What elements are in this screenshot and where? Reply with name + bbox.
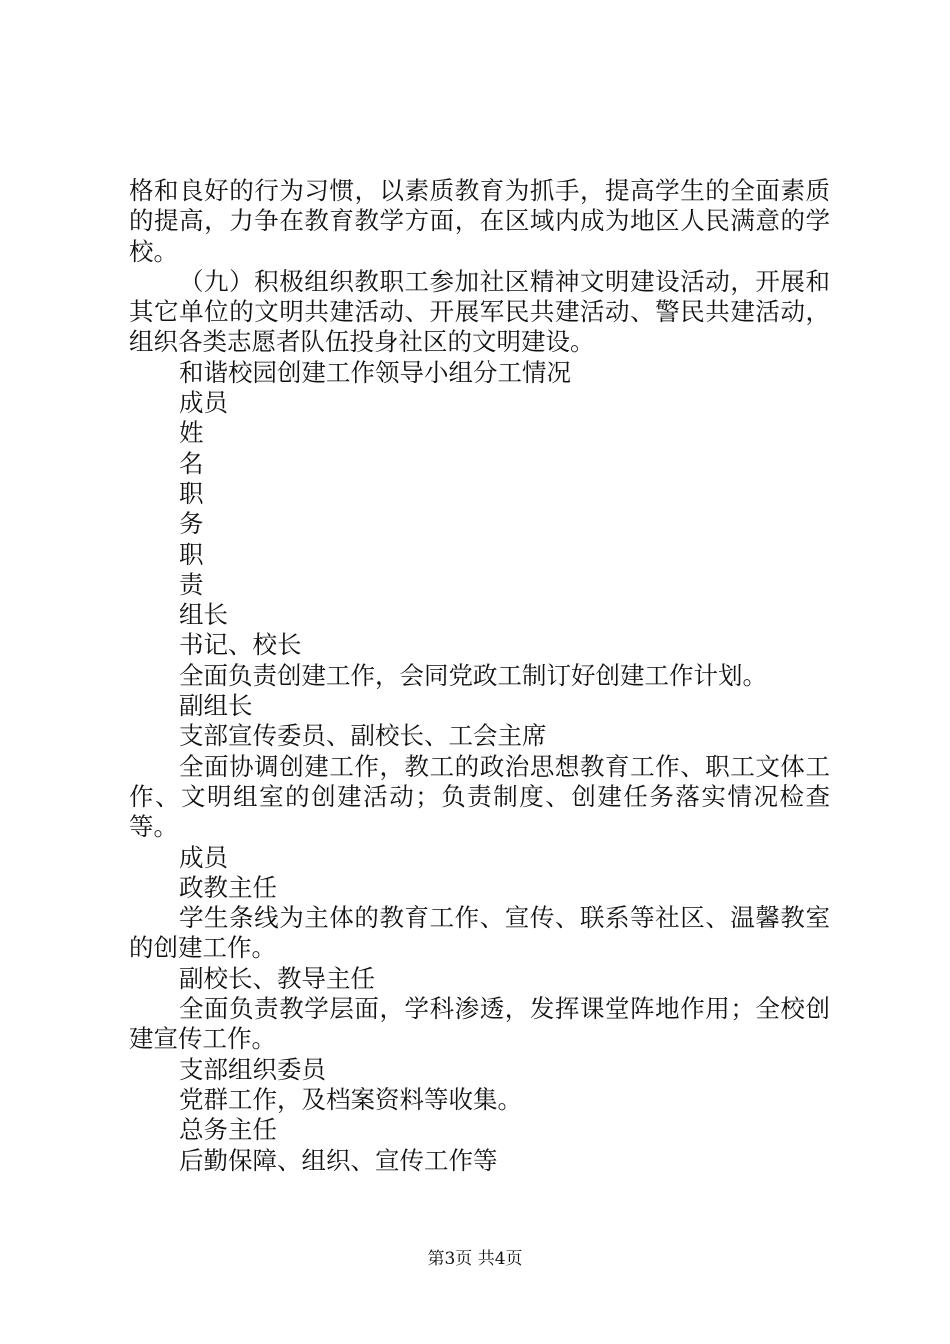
page-number-footer: 第3页 共4页	[427, 1249, 523, 1269]
table-cell: 职	[179, 539, 204, 569]
table-cell: 组长	[179, 600, 228, 630]
table-cell: 支部组织委员	[179, 1054, 326, 1084]
table-cell: 姓	[179, 418, 204, 448]
table-cell: 政教主任	[179, 872, 277, 902]
table-cell: 全面负责创建工作，会同党政工制订好创建工作计划。	[179, 660, 767, 690]
table-cell: 成员	[179, 842, 228, 872]
table-cell: 党群工作，及档案资料等收集。	[179, 1084, 522, 1114]
table-cell: 副校长、教导主任	[179, 963, 375, 993]
document-body	[129, 176, 830, 1176]
table-cell: 副组长	[179, 691, 253, 721]
table-cell: 务	[179, 509, 204, 539]
table-cell: 支部宣传委员、副校长、工会主席	[179, 721, 547, 751]
table-cell: 名	[179, 448, 204, 478]
table-cell: 全面负责教学层面，学科渗透，发挥课堂阵地作用；全校创建宣传工作。	[129, 994, 830, 1054]
table-cell: 后勤保障、组织、宣传工作等	[179, 1145, 498, 1175]
paragraph-item-nine: （九）积极组织教职工参加社区精神文明建设活动，开展和其它单位的文明共建活动、开展军民共建活动、警民共建活动，组织各类志愿者队伍投身社区的文明建设。	[129, 266, 830, 357]
table-cell: 成员	[179, 388, 228, 418]
table-cell: 书记、校长	[179, 630, 302, 660]
table-cell: 责	[179, 569, 204, 599]
table-title: 和谐校园创建工作领导小组分工情况	[179, 357, 571, 387]
paragraph-continuation: 格和良好的行为习惯，以素质教育为抓手，提高学生的全面素质的提高，力争在教育教学方面，在区域内成为地区人民满意的学校。	[129, 176, 830, 266]
table-cell: 学生条线为主体的教育工作、宣传、联系等社区、温馨教室的创建工作。	[129, 903, 830, 963]
table-cell: 总务主任	[179, 1115, 277, 1145]
table-cell: 全面协调创建工作，教工的政治思想教育工作、职工文体工作、文明组室的创建活动；负责制度、创建任务落实情况检查等。	[129, 751, 830, 842]
table-cell: 职	[179, 478, 204, 508]
